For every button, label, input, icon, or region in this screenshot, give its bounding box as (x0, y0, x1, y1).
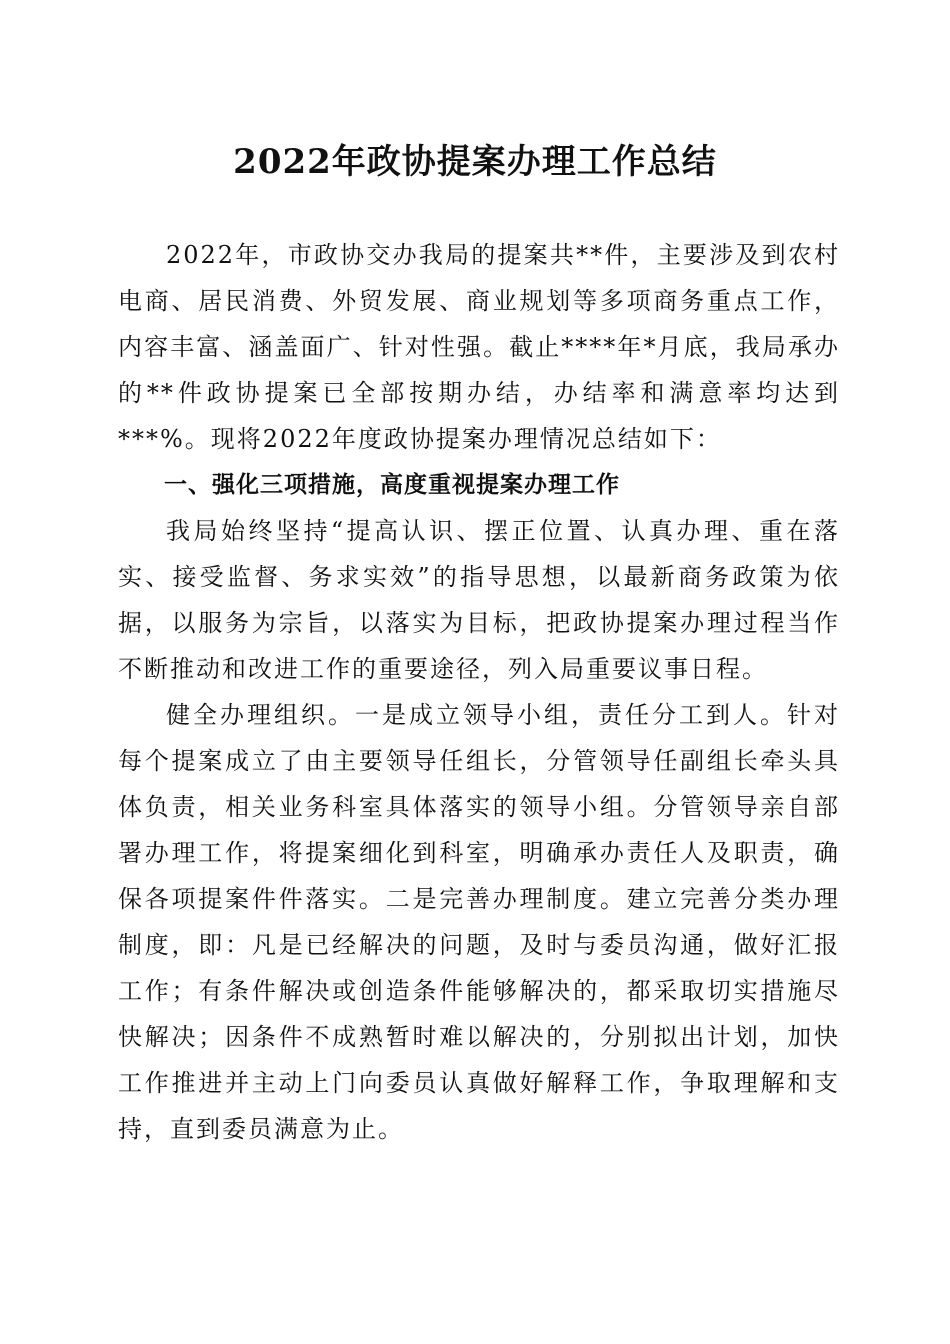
guiding-ideology-paragraph: 我局始终坚持“提高认识、摆正位置、认真办理、重在落实、接受监督、务求实效”的指导思想，以最新商务政策为依据，以服务为宗旨，以落实为目标，把政协提案办理过程当作不断推动和改进工作的重要途径，列入局重要议事日程。 (118, 517, 840, 683)
intro-paragraph: 2022年，市政协交办我局的提案共**件，主要涉及到农村电商、居民消费、外贸发展、商业规划等多项商务重点工作，内容丰富、涵盖面广、针对性强。截止****年*月底，我局承办的**件政协提案已全部按期办结，办结率和满意率均达到***%。现将2022年度政协提案办理情况总结如下： (118, 241, 840, 453)
document-title: 2022年政协提案办理工作总结 (233, 142, 717, 182)
document-body (118, 232, 840, 1152)
organization-paragraph: 健全办理组织。一是成立领导小组，责任分工到人。针对每个提案成立了由主要领导任组长，分管领导任副组长牵头具体负责，相关业务科室具体落实的领导小组。分管领导亲自部署办理工作，将提案细化到科室，明确承办责任人及职责，确保各项提案件件落实。二是完善办理制度。建立完善分类办理制度，即：凡是已经解决的问题，及时与委员沟通，做好汇报工作；有条件解决或创造条件能够解决的，都采取切实措施尽快解决；因条件不成熟暂时难以解决的，分别拟出计划，加快工作推进并主动上门向委员认真做好解释工作，争取理解和支持，直到委员满意为止。 (118, 701, 840, 1143)
section-heading-1: 一、强化三项措施，高度重视提案办理工作 (164, 472, 620, 498)
